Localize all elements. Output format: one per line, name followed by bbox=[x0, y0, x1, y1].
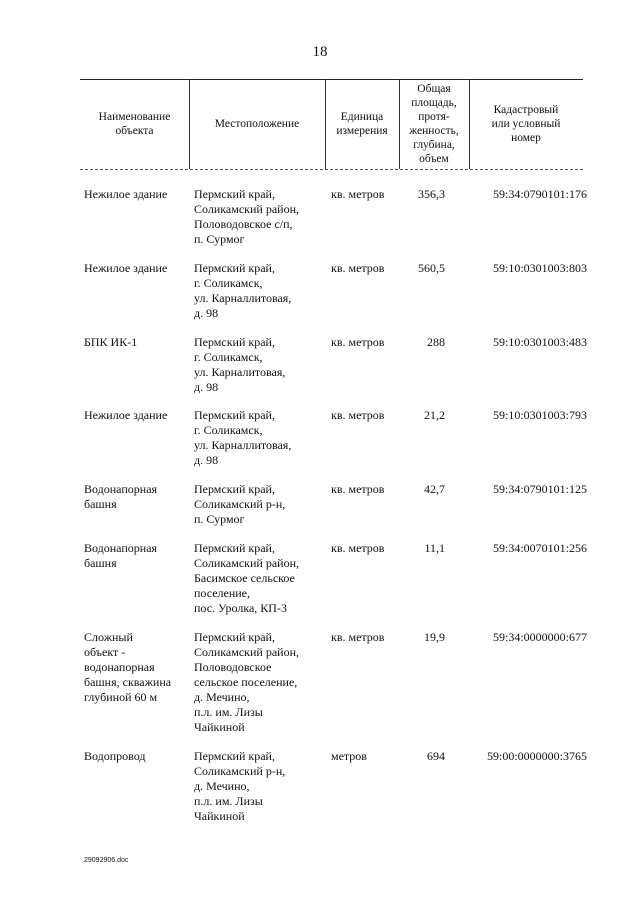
document-filename: 29092906.doc bbox=[84, 857, 129, 864]
object-name: БПК ИК-1 bbox=[84, 335, 138, 349]
object-unit: кв. метров bbox=[331, 541, 385, 555]
object-area: 42,7 bbox=[424, 482, 445, 496]
object-name: Нежилое здание bbox=[84, 187, 168, 201]
object-area: 288 bbox=[427, 335, 445, 349]
object-location: Пермский край, г. Соликамск, ул. Карналитовая, д. 98 bbox=[194, 335, 286, 394]
object-unit: кв. метров bbox=[331, 335, 385, 349]
object-name: Нежилое здание bbox=[84, 408, 168, 422]
object-cadastral: 59:10:0301003:483 bbox=[492, 335, 587, 349]
object-location: Пермский край, Соликамский р-н, п. Сурмог bbox=[194, 482, 286, 526]
page-number: 18 bbox=[312, 44, 328, 60]
header-unit: Единица измерения bbox=[336, 111, 388, 137]
object-area: 560,5 bbox=[418, 261, 445, 275]
header-area: Общая площадь, протя- женность, глубина, объем bbox=[409, 83, 459, 165]
object-name: Водопровод bbox=[84, 749, 146, 763]
object-area: 11,1 bbox=[424, 541, 445, 555]
object-name: Водонапорная башня bbox=[84, 482, 158, 511]
object-location: Пермский край, Соликамский район, Басимское сельское поселение, пос. Уролка, КП-3 bbox=[194, 541, 299, 615]
object-cadastral: 59:34:0000000:677 bbox=[492, 630, 587, 644]
object-area: 356,3 bbox=[418, 187, 445, 201]
object-location: Пермский край, Соликамский р-н, д. Мечино, п.л. им. Лизы Чайкиной bbox=[194, 749, 286, 823]
object-location: Пермский край, г. Соликамск, ул. Карналлитовая, д. 98 bbox=[194, 261, 292, 320]
object-unit: кв. метров bbox=[331, 408, 385, 422]
object-area: 19,9 bbox=[424, 630, 445, 644]
object-cadastral: 59:00:0000000:3765 bbox=[486, 749, 587, 763]
object-location: Пермский край, г. Соликамск, ул. Карналлитовая, д. 98 bbox=[194, 408, 292, 467]
object-unit: кв. метров bbox=[331, 482, 385, 496]
object-cadastral: 59:10:0301003:803 bbox=[492, 261, 587, 275]
object-location: Пермский край, Соликамский район, Половодовское сельское поселение, д. Мечино, п.л. им. Лизы Чайкиной bbox=[194, 630, 299, 734]
object-unit: кв. метров bbox=[331, 187, 385, 201]
object-unit: метров bbox=[331, 749, 367, 763]
object-cadastral: 59:10:0301003:793 bbox=[492, 408, 587, 422]
object-location: Пермский край, Соликамский район, Половодовское с/п, п. Сурмог bbox=[194, 187, 299, 246]
object-unit: кв. метров bbox=[331, 630, 385, 644]
object-unit: кв. метров bbox=[331, 261, 385, 275]
header-location: Местоположение bbox=[214, 118, 300, 130]
object-name: Водонапорная башня bbox=[84, 541, 158, 570]
object-name: Нежилое здание bbox=[84, 261, 168, 275]
object-name: Сложный объект - водонапорная башня, скважина глубиной 60 м bbox=[84, 630, 172, 704]
object-cadastral: 59:34:0070101:256 bbox=[492, 541, 587, 555]
header-bottom-border bbox=[80, 169, 583, 170]
object-cadastral: 59:34:0790101:125 bbox=[492, 482, 587, 496]
header-cadastral: Кадастровый или условный номер bbox=[491, 104, 561, 144]
object-cadastral: 59:34:0790101:176 bbox=[492, 187, 587, 201]
object-area: 694 bbox=[427, 749, 445, 763]
header-name: Наименование объекта bbox=[98, 111, 171, 137]
object-area: 21,2 bbox=[424, 408, 445, 422]
